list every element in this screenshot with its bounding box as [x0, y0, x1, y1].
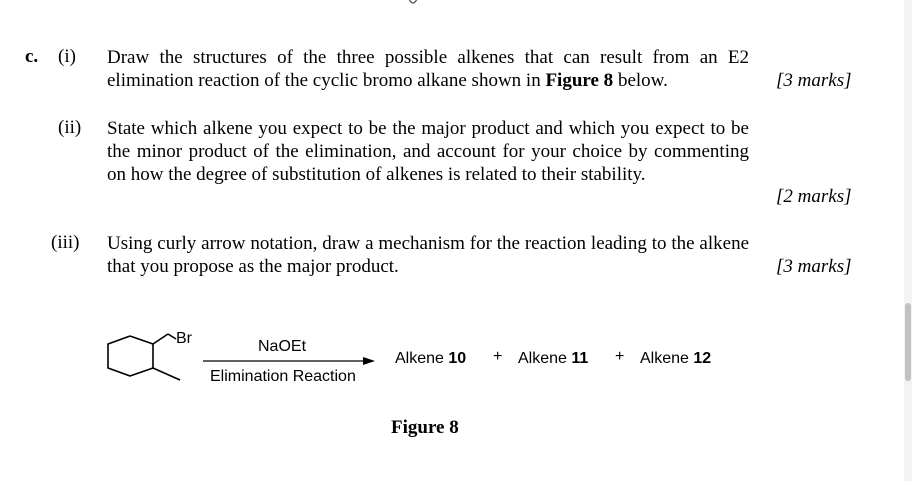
- section-letter: c.: [25, 46, 39, 67]
- product-label: Alkene: [518, 350, 567, 367]
- part-ii-number: (ii): [58, 117, 82, 138]
- product-alkene-10: [395, 350, 466, 368]
- product-alkene-11: [518, 350, 588, 368]
- product-number: 12: [693, 350, 712, 367]
- part-i-number: (i): [58, 46, 76, 67]
- part-ii-marks: [2 marks]: [776, 186, 852, 207]
- part-i-text-after: below.: [613, 70, 668, 91]
- bromine-label: Br: [176, 330, 192, 347]
- part-iii-number: (iii): [51, 232, 80, 253]
- product-label: Alkene: [640, 350, 689, 367]
- cropped-glyph: [408, 0, 418, 2]
- figure-caption: Figure 8: [391, 417, 459, 438]
- product-number: 10: [448, 350, 467, 367]
- product-label: Alkene: [395, 350, 444, 367]
- part-iii-marks: [3 marks]: [776, 256, 852, 277]
- bromo-cycloalkane-structure: [100, 320, 210, 395]
- scrollbar-thumb[interactable]: [905, 303, 911, 381]
- product-number: 11: [571, 350, 589, 367]
- part-iii-text: Using curly arrow notation, draw a mechanism for the reaction leading to the alkene that you propose as the major product.: [107, 233, 749, 277]
- plus-sign: +: [615, 348, 625, 365]
- condition-label: Elimination Reaction: [210, 368, 356, 385]
- scrollbar-track[interactable]: [904, 0, 912, 481]
- part-ii-text: State which alkene you expect to be the major product and which you expect to be the minor product of the elimination, and account for your choice by commenting on how the degree of substitution of alkenes is related to their stability.: [107, 118, 749, 185]
- plus-sign: +: [493, 348, 503, 365]
- reaction-arrow: [203, 355, 377, 367]
- product-alkene-12: [640, 350, 711, 368]
- part-i-text: [107, 46, 749, 92]
- reagent-label: NaOEt: [258, 338, 307, 355]
- part-i-marks: [3 marks]: [776, 70, 852, 91]
- figure-reference: Figure 8: [545, 70, 614, 91]
- part-i-text-before: Draw the structures of the three possible alkenes that can result from an E2 elimination reaction of the cyclic bromo alkane shown in: [107, 47, 749, 91]
